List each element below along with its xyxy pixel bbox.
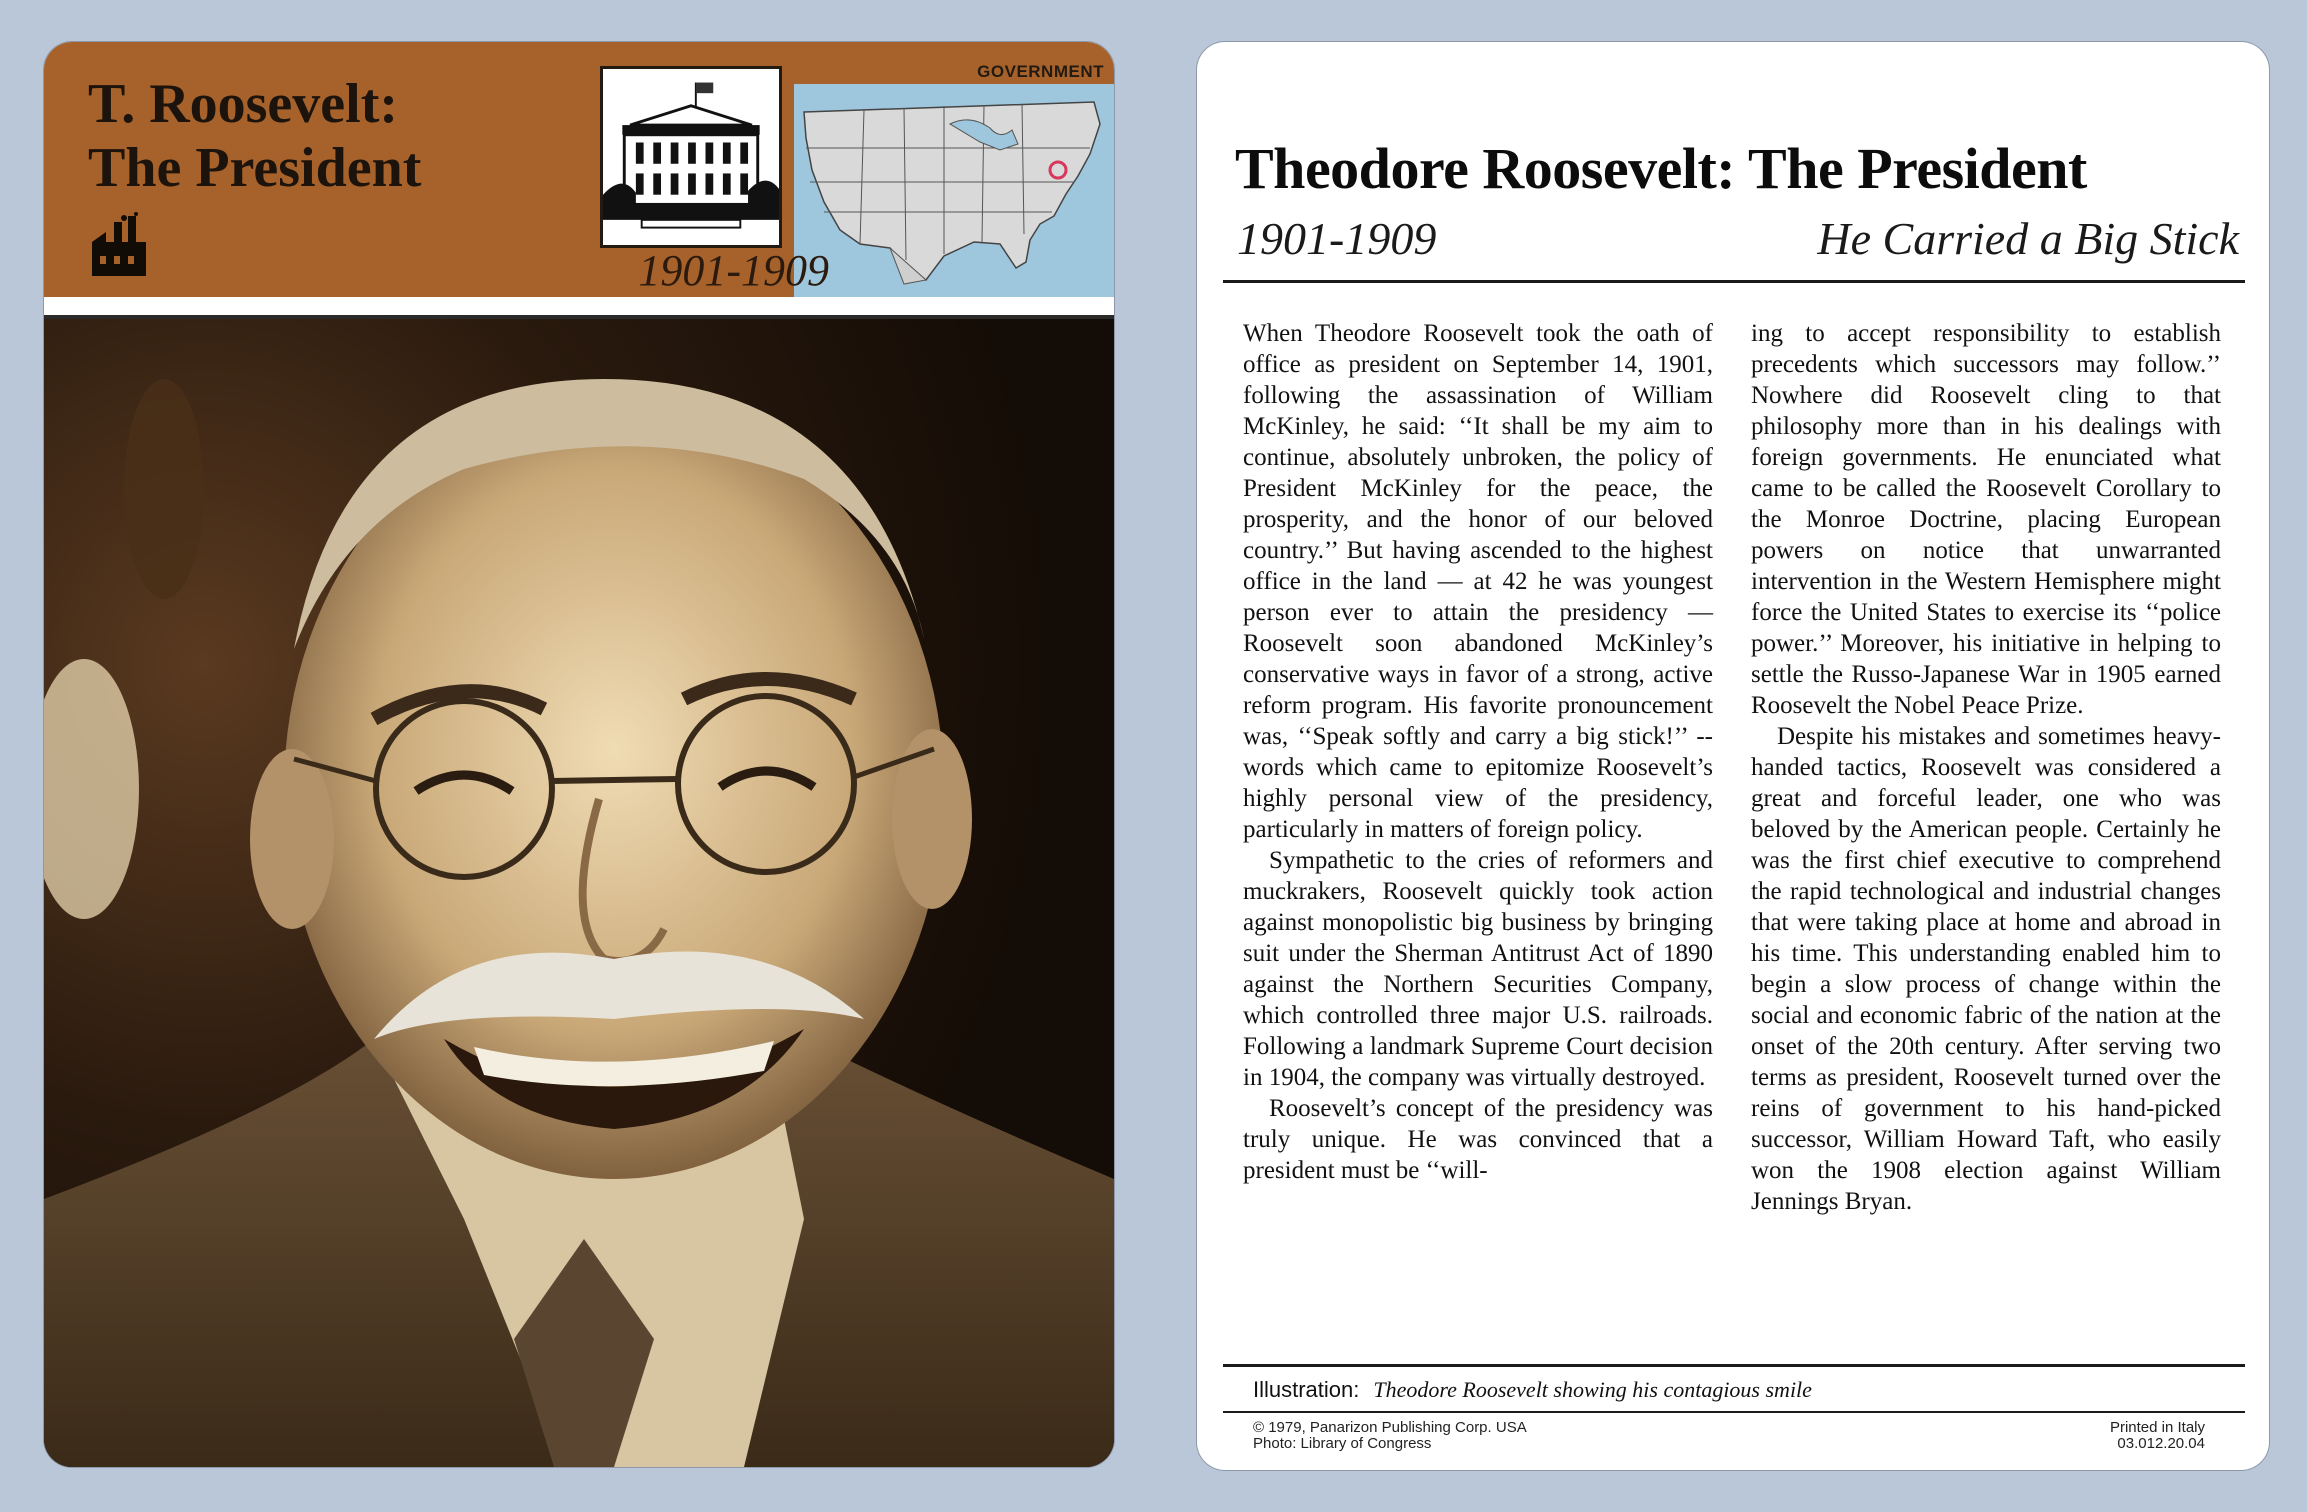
illustration-caption: Theodore Roosevelt showing his contagious smile [1373, 1377, 1812, 1402]
back-years: 1901-1909 [1237, 213, 1437, 264]
front-years: 1901-1909 [638, 246, 829, 295]
footer-box [1223, 1364, 2245, 1452]
body-column-right [1751, 318, 2221, 1217]
category-label: GOVERNMENT [977, 62, 1104, 81]
front-stripe [44, 297, 1114, 319]
body-paragraph: ing to accept responsibility to establish precedents which successors may follow.’’ Nowhere did Roosevelt cling to that philosophy more than in his dealings with foreign governments. He enunciated what came to be called the Roosevelt Corollary to the Monroe Doctrine, placing European powers on notice that unwarranted intervention in the Western Hemisphere might force the United States to exercise its ‘‘police power.’’ Moreover, his initiative in helping to settle the Russo-Japanese War in 1905 earned Roosevelt the Nobel Peace Prize. [1751, 320, 2221, 719]
front-title-line2: The President [88, 137, 422, 199]
back-subtitle: He Carried a Big Stick [1817, 213, 2239, 264]
body-paragraph: Despite his mistakes and sometimes heavy-handed tactics, Roosevelt was considered a great and forceful leader, one who was beloved by the American people. Certainly he was the first chief executive to comprehend the rapid technological and industrial changes that were taking place at home and abroad in his time. This understanding enabled him to begin a slow process of change within the social and economic fabric of the nation at the onset of the 20th century. After serving two terms as president, Roosevelt turned over the reins of government to his hand-picked successor, William Howard Taft, who easily won the 1908 election against William Jennings Bryan. [1751, 723, 2221, 1215]
front-card [44, 42, 1114, 1467]
back-card [1197, 42, 2269, 1470]
portrait-photo [44, 319, 1114, 1467]
card-code: 03.012.20.04 [2117, 1435, 2205, 1452]
us-map-icon [794, 84, 1114, 297]
front-title-line1: T. Roosevelt: [88, 73, 398, 135]
body-paragraph: Sympathetic to the cries of reformers and muckrakers, Roosevelt quickly took action against monopolistic big business by bringing suit under the Sherman Antitrust Act of 1890 against the Northern Securities Company, which controlled three major U.S. railroads. Following a landmark Supreme Court decision in 1904, the company was virtually destroyed. [1243, 847, 1713, 1091]
body-paragraph: Roosevelt’s concept of the presidency was truly unique. He was convinced that a president must be ‘‘will- [1243, 1095, 1713, 1184]
portrait-drawing [44, 319, 1114, 1467]
us-map-drawing [794, 84, 1114, 297]
copyright-text: © 1979, Panarizon Publishing Corp. USA [1253, 1419, 1527, 1436]
title-divider [1223, 280, 2245, 283]
front-header [44, 42, 1114, 297]
printed-in: Printed in Italy [2109, 1419, 2205, 1436]
front-title [88, 72, 608, 200]
body-column-left [1243, 318, 1713, 1186]
back-title: Theodore Roosevelt: The President [1235, 136, 2087, 201]
factory-icon [92, 212, 146, 276]
body-paragraph: When Theodore Roosevelt took the oath of office as president on September 14, 1901, following the assassination of William McKinley, he said: ‘‘It shall be my aim to continue, absolutely unbroken, the policy of President McKinley for the peace, the prosperity, and the honor of our beloved country.’’ But having ascended to the highest office in the land — at 42 he was youngest person ever to attain the presidency — Roosevelt soon abandoned McKinley’s conservative ways in favor of a strong, active reform program. His favorite pronouncement was, ‘‘Speak softly and carry a big stick!’’ -- words which came to epitomize Roosevelt’s highly personal view of the presidency, particularly in matters of foreign policy. [1243, 320, 1713, 843]
white-house-drawing [603, 69, 779, 245]
photo-credit: Photo: Library of Congress [1253, 1435, 1432, 1452]
illustration-line [1253, 1377, 1812, 1403]
illustration-label: Illustration: [1253, 1377, 1360, 1402]
footer-divider [1223, 1411, 2245, 1413]
white-house-icon [600, 66, 782, 248]
